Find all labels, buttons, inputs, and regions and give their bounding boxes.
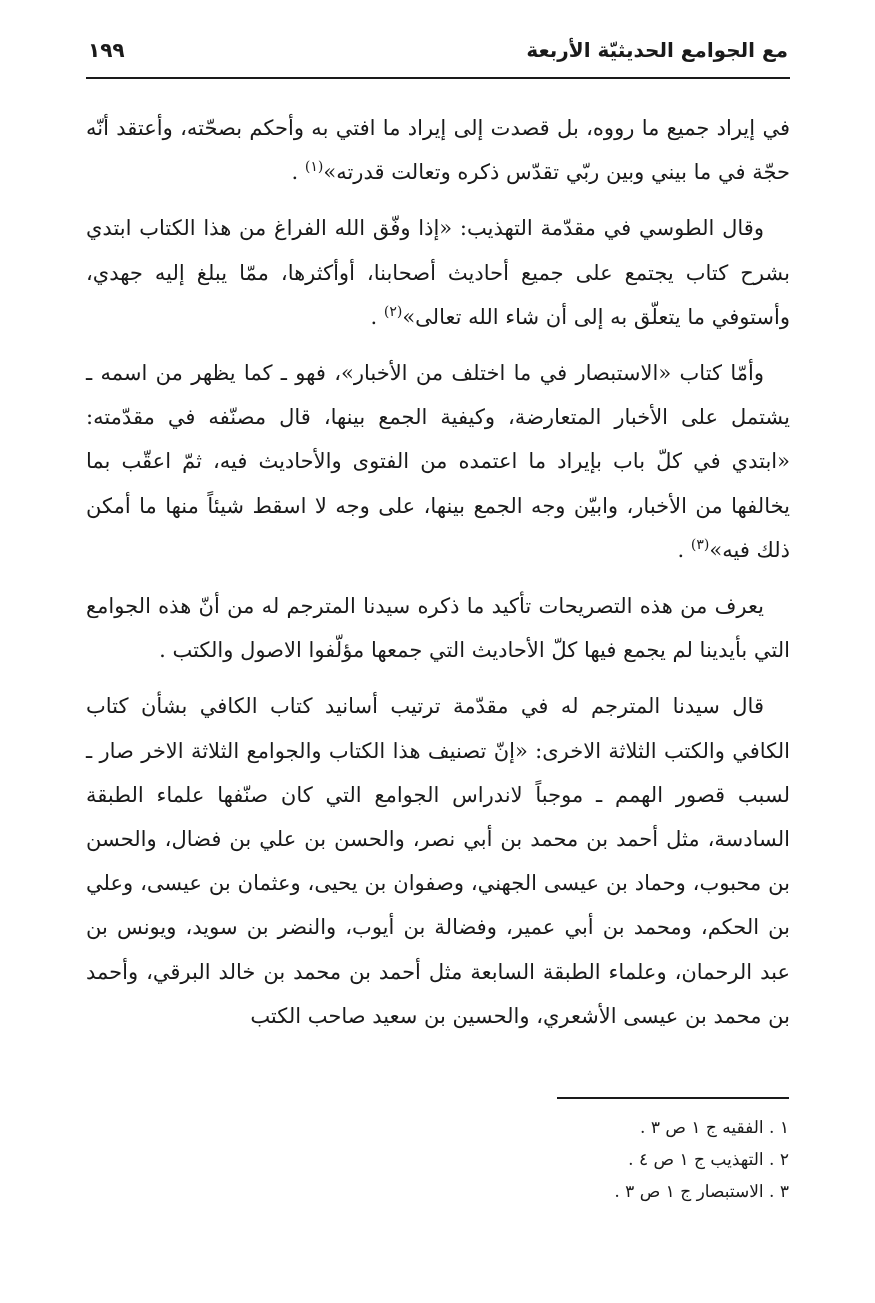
- footnotes: [389, 1112, 789, 1208]
- paragraph-tail: .: [370, 304, 378, 329]
- paragraph: [86, 684, 790, 1038]
- header-rule: [86, 77, 790, 79]
- footnote: ١ . الفقيه ج ١ ص ٣ .: [640, 1118, 789, 1138]
- paragraph-text: وقال الطوسي في مقدّمة التهذيب: «إذا وفّق الله الفراغ من هذا الكتاب ابتدي بشرح كتاب يجتمع على جميع أحاديث أصحابنا، أوأكثرها، ممّا يبلغ إليه جهدي، وأستوفي ما يتعلّق به إلى أن شاء الله تعالى»: [86, 216, 790, 329]
- paragraph-text: يعرف من هذه التصريحات تأكيد ما ذكره سيدنا المترجم له من أنّ هذه الجوامع التي بأيدينا لم يجمع فيها كلّ الأحاديث التي جمعها مؤلّفوا الاصول والكتب .: [86, 594, 790, 663]
- paragraph-text: في إيراد جميع ما رووه، بل قصدت إلى إيراد ما افتي به وأحكم بصحّته، وأعتقد أنّه حجّة في ما بيني وبين ربّي تقدّس ذكره وتعالت قدرته»: [86, 116, 790, 185]
- footnote: ٣ . الاستبصار ج ١ ص ٣ .: [614, 1182, 789, 1202]
- paragraph: [86, 584, 790, 672]
- paragraph-text: وأمّا كتاب «الاستبصار في ما اختلف من الأخبار»، فهو ـ كما يظهر من اسمه ـ يشتمل على الأخبار المتعارضة، وكيفية الجمع بينها، قال مصنّفه في مقدّمته: «ابتدي في كلّ باب بإيراد ما اعتمده من الفتوى والأحاديث فيه، ثمّ اعقّب بما يخالفها من الأخبار، وابيّن وجه الجمع بينها، على وجه لا اسقط شيئاً منها ما أمكن ذلك فيه»: [86, 361, 790, 562]
- paragraph: [86, 351, 790, 572]
- footnote-ref: (٣): [690, 536, 710, 553]
- paragraph-tail: .: [291, 160, 299, 185]
- running-title: مع الجوامع الحديثيّة الأربعة: [526, 38, 788, 62]
- paragraph: [86, 206, 790, 339]
- page-number: ١٩٩: [88, 38, 125, 62]
- main-text: [86, 106, 790, 1038]
- paragraph-tail: .: [677, 537, 685, 562]
- footnote-ref: (١): [304, 159, 324, 176]
- running-header: [88, 38, 788, 78]
- footnote-separator: [557, 1097, 789, 1099]
- paragraph: [86, 106, 790, 194]
- footnote-ref: (٢): [383, 303, 403, 320]
- footnote: ٢ . التهذيب ج ١ ص ٤ .: [628, 1150, 789, 1170]
- paragraph-text: قال سيدنا المترجم له في مقدّمة ترتيب أسانيد كتاب الكافي بشأن كتاب الكافي والكتب الثلاثة الاخرى: «إنّ تصنيف هذا الكتاب والجوامع الثلاثة الاخر صار ـ لسبب قصور الهمم ـ موجباً لاندراس الجوامع التي كان صنّفها علماء الطبقة السادسة، مثل أحمد بن محمد بن أبي نصر، والحسن بن علي بن فضال، والحسن بن محبوب، وحماد بن عيسى الجهني، وصفوان بن يحيى، وعثمان بن عيسى، وعلي بن الحكم، ومحمد بن أبي عمير، وفضالة بن أيوب، والنضر بن سويد، ويونس بن عبد الرحمان، وعلماء الطبقة السابعة مثل أحمد بن محمد بن خالد البرقي، وأحمد بن محمد بن عيسى الأشعري، والحسين بن سعيد صاحب الكتب: [86, 694, 790, 1028]
